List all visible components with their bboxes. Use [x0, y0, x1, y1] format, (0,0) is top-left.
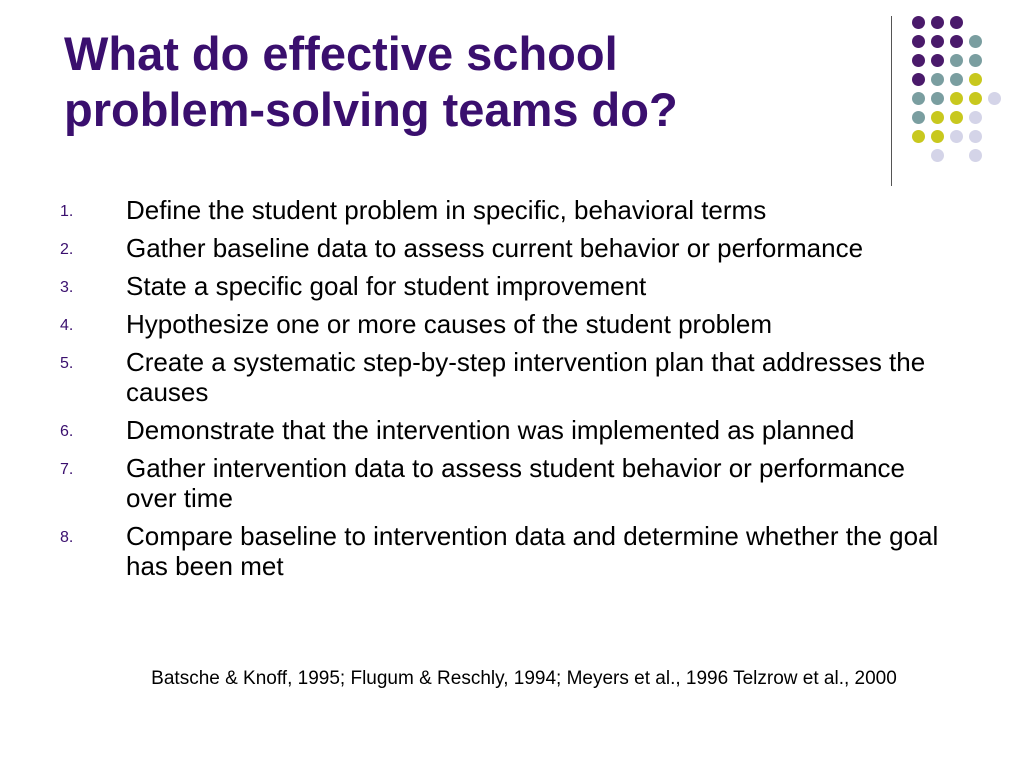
decorative-dot — [950, 54, 963, 67]
list-item-number: 7. — [60, 461, 74, 478]
list-item-number: 4. — [60, 317, 74, 334]
decorative-dot — [950, 35, 963, 48]
list-item-text: Gather baseline data to assess current behavior or performance — [126, 233, 864, 263]
decorative-dot — [950, 130, 963, 143]
decorative-dot — [912, 111, 925, 124]
list-item — [60, 347, 940, 407]
decorative-dot — [950, 111, 963, 124]
steps-list — [60, 195, 940, 589]
list-item-number: 6. — [60, 423, 74, 440]
list-item-number: 1. — [60, 203, 74, 220]
list-item-text: Create a systematic step-by-step intervention plan that addresses the causes — [126, 347, 926, 407]
decorative-dot — [912, 73, 925, 86]
decorative-dot — [969, 130, 982, 143]
decorative-dot — [912, 130, 925, 143]
decorative-dot — [950, 16, 963, 29]
slide-title-line-1: What do effective school — [64, 27, 618, 80]
decorative-dot — [950, 73, 963, 86]
decorative-dot — [931, 73, 944, 86]
slide-title — [64, 26, 864, 138]
decorative-dot — [912, 54, 925, 67]
decorative-dot — [969, 149, 982, 162]
decorative-dot — [931, 111, 944, 124]
decorative-dot — [912, 16, 925, 29]
title-divider-line — [891, 16, 892, 186]
citation-text: Batsche & Knoff, 1995; Flugum & Reschly, 1994; Meyers et al., 1996 Telzrow et al., 2000 — [151, 668, 897, 689]
decorative-dot — [931, 149, 944, 162]
list-item-number: 8. — [60, 529, 74, 546]
list-item — [60, 415, 940, 445]
decorative-dot — [931, 130, 944, 143]
decorative-dot — [969, 35, 982, 48]
list-item-text: Hypothesize one or more causes of the student problem — [126, 309, 773, 339]
decorative-dot — [969, 54, 982, 67]
decorative-dot — [912, 92, 925, 105]
list-item-number: 5. — [60, 355, 74, 372]
list-item-text: Gather intervention data to assess student behavior or performance over time — [126, 453, 905, 513]
decorative-dot — [931, 92, 944, 105]
decorative-dot — [969, 92, 982, 105]
decorative-dot — [931, 35, 944, 48]
decorative-dot — [969, 73, 982, 86]
list-item — [60, 271, 940, 301]
decorative-dot — [969, 111, 982, 124]
slide-title-line-2: problem-solving teams do? — [64, 83, 678, 136]
list-item — [60, 309, 940, 339]
list-item-number: 3. — [60, 279, 74, 296]
list-item-text: Demonstrate that the intervention was implemented as planned — [126, 415, 855, 445]
list-item-text: Compare baseline to intervention data and determine whether the goal has been met — [126, 521, 939, 581]
decorative-dot — [912, 35, 925, 48]
list-item — [60, 453, 940, 513]
decorative-dot — [988, 92, 1001, 105]
list-item-text: Define the student problem in specific, behavioral terms — [126, 195, 767, 225]
list-item — [60, 233, 940, 263]
decorative-dot — [950, 92, 963, 105]
list-item — [60, 521, 940, 581]
decorative-dot — [931, 16, 944, 29]
list-item-number: 2. — [60, 241, 74, 258]
list-item — [60, 195, 940, 225]
list-item-text: State a specific goal for student improvement — [126, 271, 647, 301]
decorative-dot — [931, 54, 944, 67]
